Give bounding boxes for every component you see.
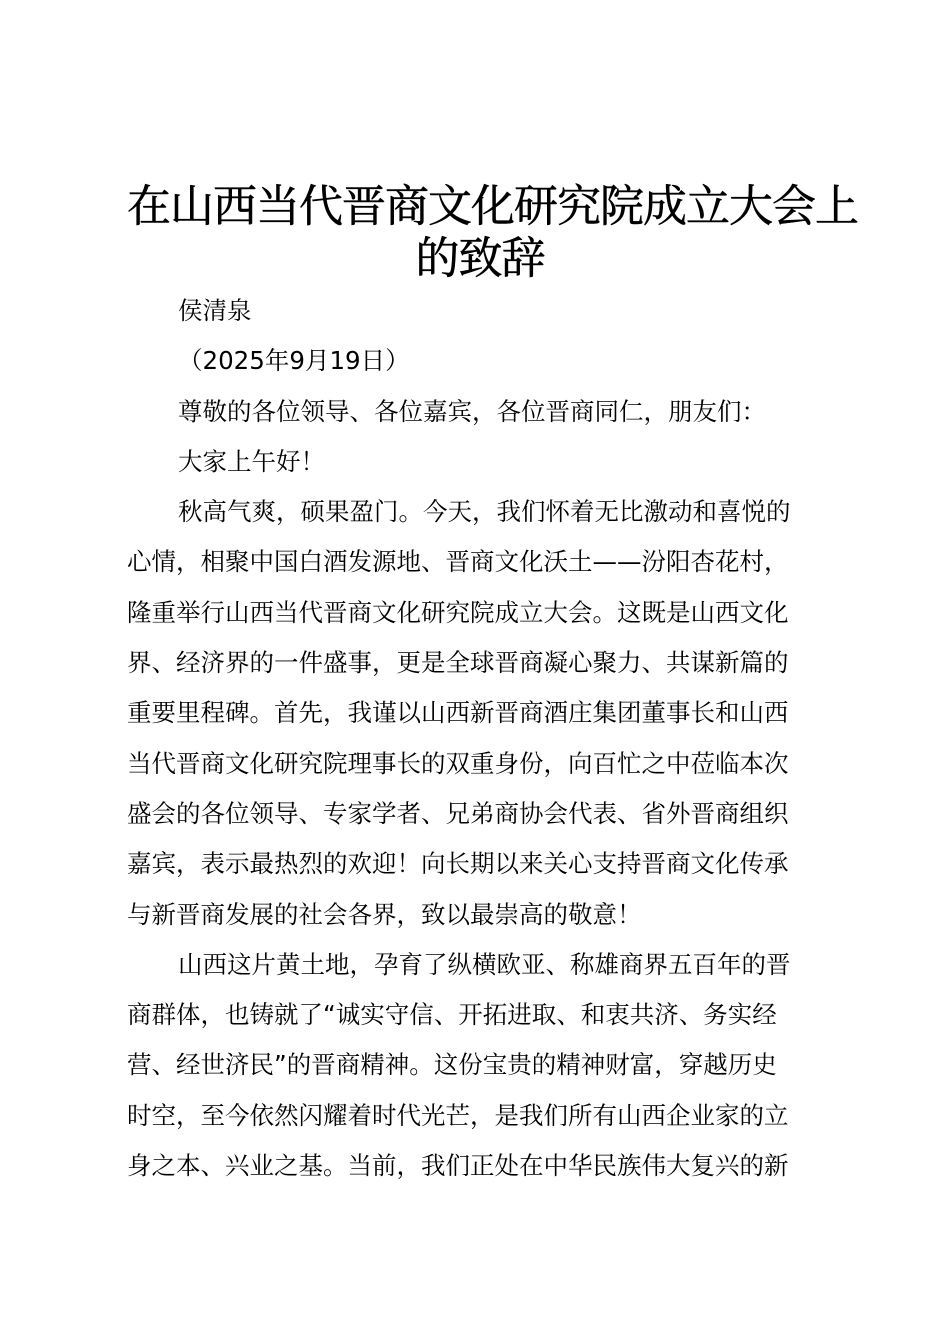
paragraph-line: 营、经世济民”的晋商精神。这份宝贵的精神财富，穿越历史 <box>127 1050 777 1080</box>
paragraph-line: 与新晋商发展的社会各界，致以最崇高的敬意！ <box>127 899 642 929</box>
paragraph-line: 山西这片黄土地，孕育了纵横欧亚、称雄商界五百年的晋 <box>178 949 791 979</box>
paragraph-line: 隆重举行山西当代晋商文化研究院成立大会。这既是山西文化 <box>127 597 789 627</box>
title-line: 的致辞 <box>415 233 545 284</box>
author-name: 侯清泉 <box>178 296 252 325</box>
paragraph-line: 商群体，也铸就了“诚实守信、开拓进取、和衷共济、务实经 <box>127 1000 777 1030</box>
paragraph-line: 当代晋商文化研究院理事长的双重身份，向百忙之中莅临本次 <box>127 748 789 778</box>
paragraph-line: 心情，相聚中国白酒发源地、晋商文化沃土——汾阳杏花村， <box>127 547 789 577</box>
greeting: 大家上午好！ <box>178 446 325 476</box>
paragraph-line: 秋高气爽，硕果盈门。今天，我们怀着无比激动和喜悦的 <box>178 497 791 527</box>
paragraph-line: 身之本、兴业之基。当前，我们正处在中华民族伟大复兴的新 <box>127 1151 789 1181</box>
paragraph <box>127 487 833 940</box>
document-title <box>127 181 858 285</box>
title-line: 在山西当代晋商文化研究院成立大会上 <box>127 181 858 232</box>
speech-date: （2025年9月19日） <box>178 346 410 376</box>
paragraph-line: 时空，至今依然闪耀着时代光芒，是我们所有山西企业家的立 <box>127 1100 789 1130</box>
paragraph <box>127 940 833 1191</box>
paragraph-line: 重要里程碑。首先，我谨以山西新晋商酒庄集团董事长和山西 <box>127 698 789 728</box>
paragraph-line: 界、经济界的一件盛事，更是全球晋商凝心聚力、共谋新篇的 <box>127 648 789 678</box>
document-page <box>127 181 858 1191</box>
paragraph-line: 盛会的各位领导、专家学者、兄弟商协会代表、省外晋商组织 <box>127 798 789 828</box>
paragraph-line: 嘉宾，表示最热烈的欢迎！向长期以来关心支持晋商文化传承 <box>127 849 789 879</box>
salutation: 尊敬的各位领导、各位嘉宾，各位晋商同仁，朋友们： <box>178 396 766 426</box>
document-body <box>127 286 833 1191</box>
